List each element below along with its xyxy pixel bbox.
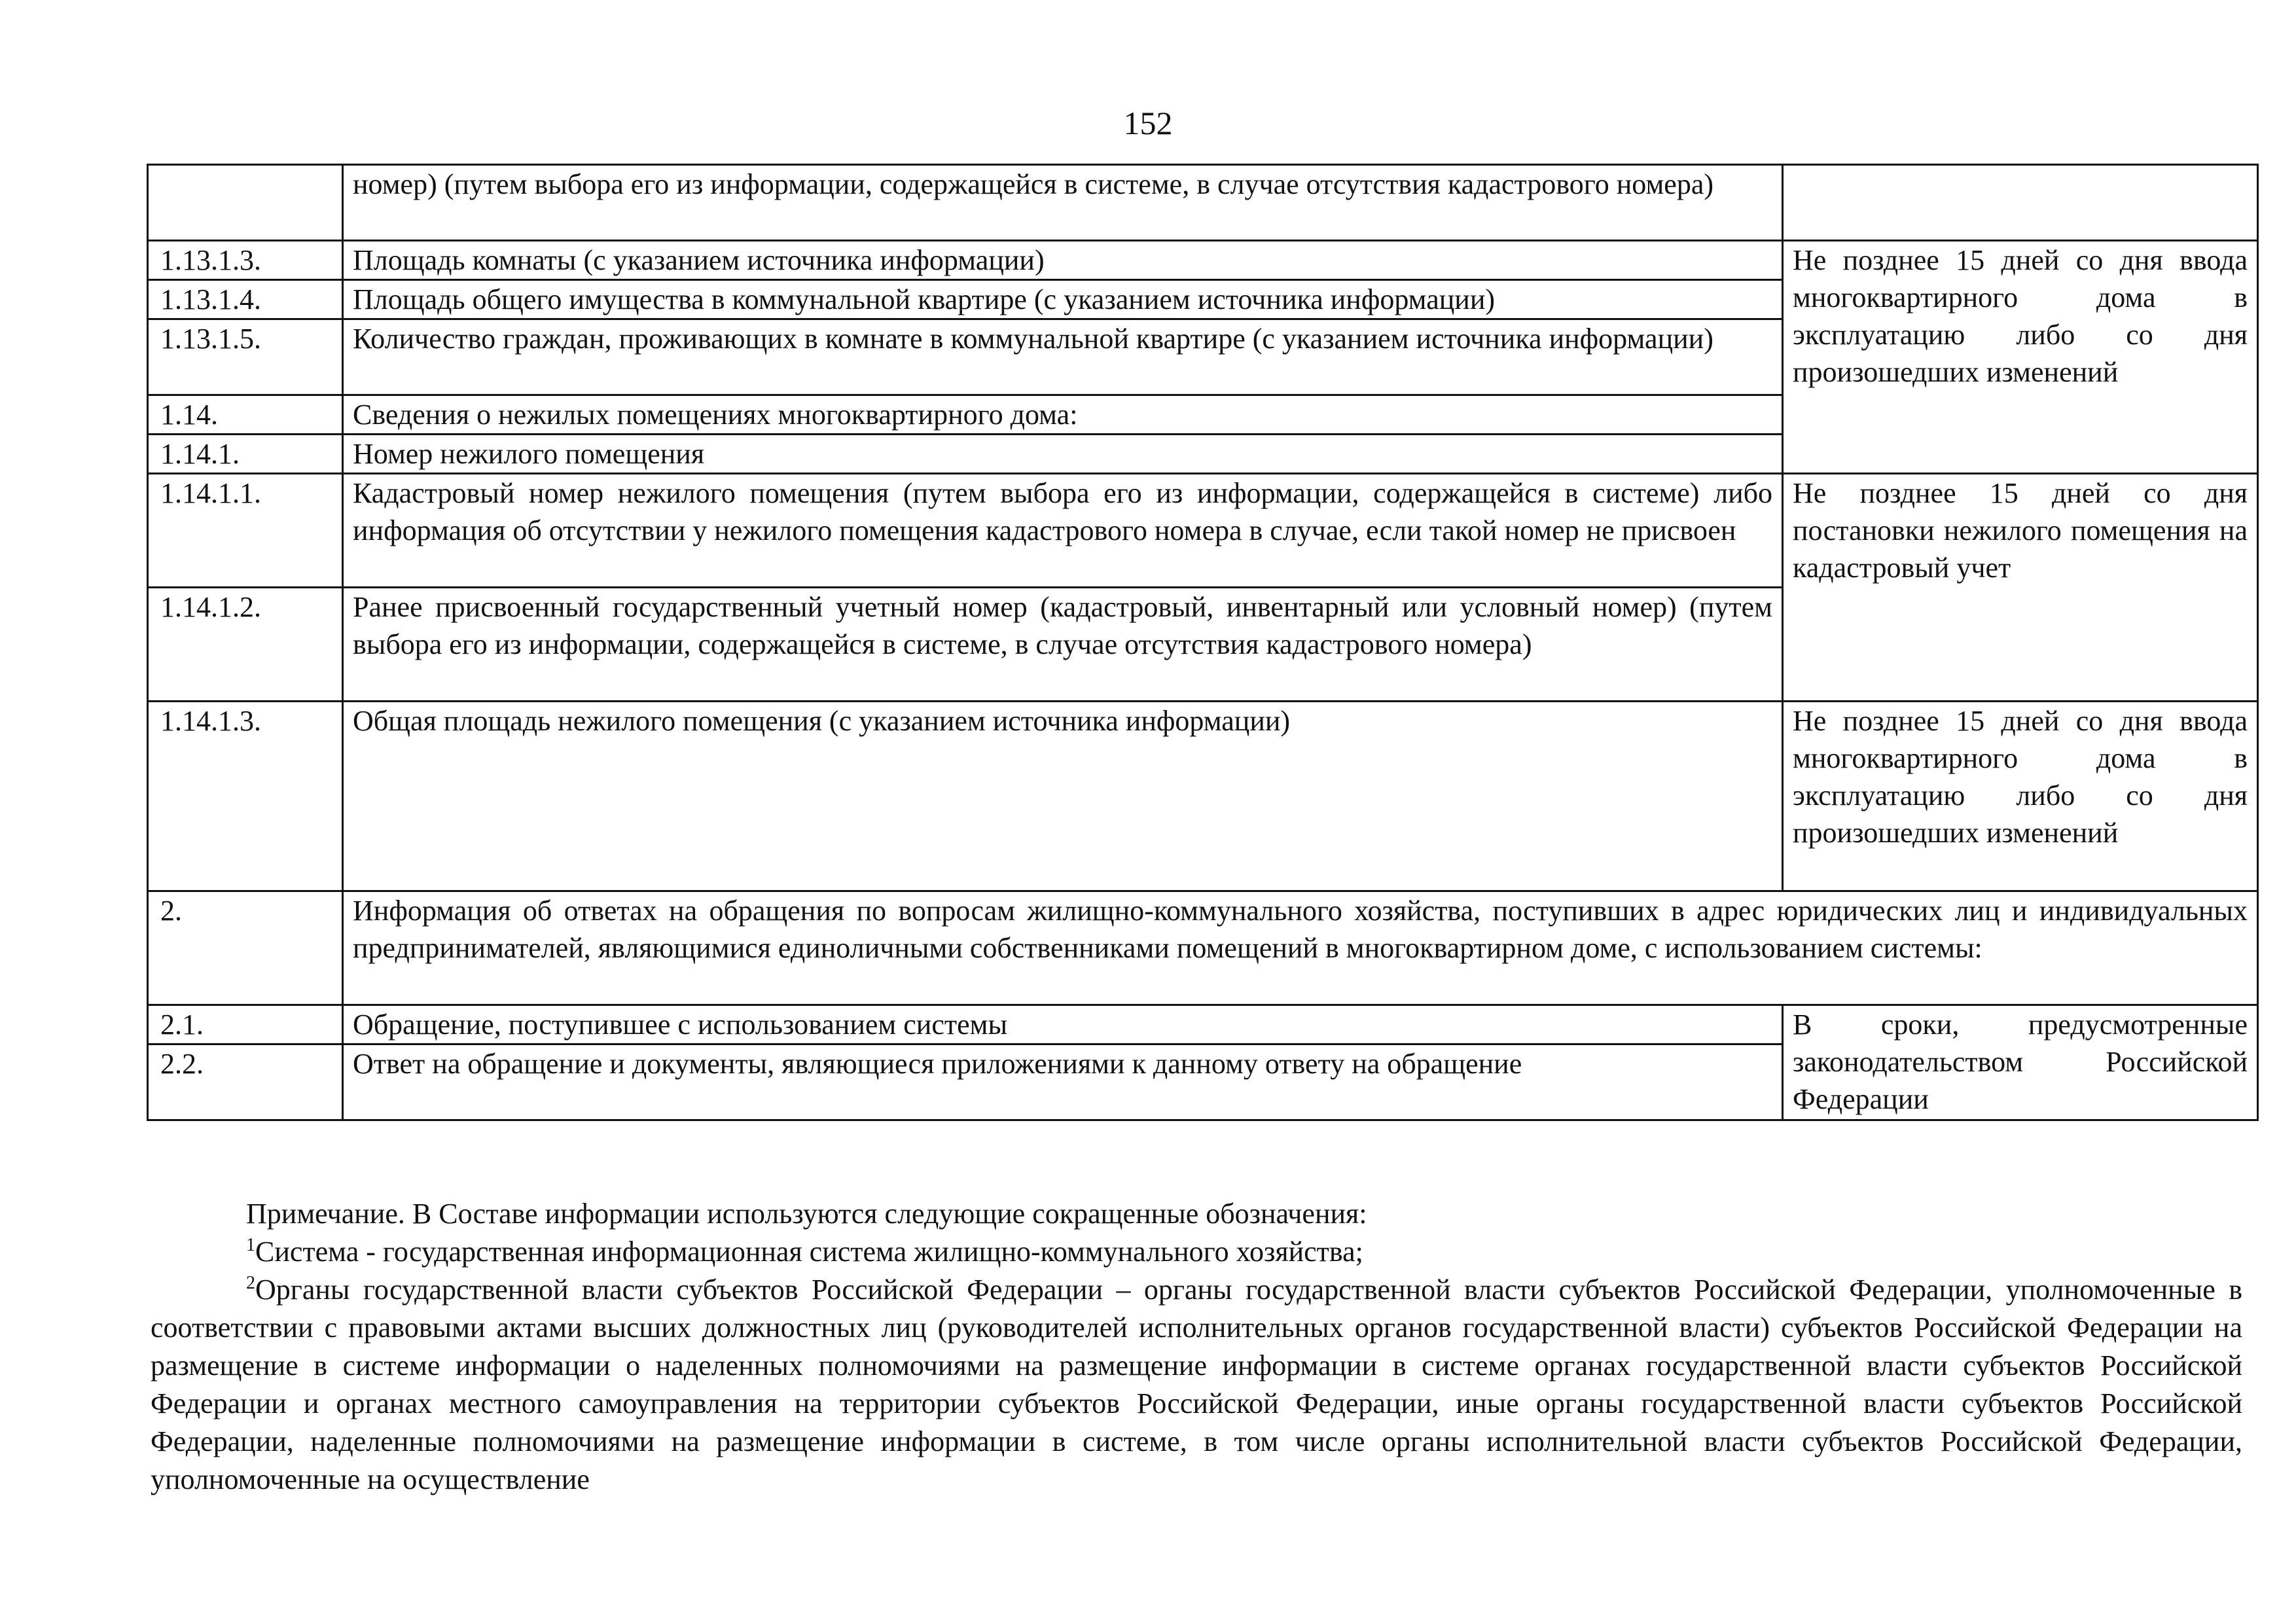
row-description-cell: Номер нежилого помещения	[343, 435, 1783, 474]
footnote-1-text: Система - государственная информационная система жилищно-коммунального хозяйства;	[255, 1236, 1363, 1268]
row-description-cell: Ответ на обращение и документы, являющиеся приложениями к данному ответу на обращение	[343, 1044, 1783, 1120]
row-number-cell: 1.14.1.3.	[148, 702, 343, 891]
row-deadline-cell: Не позднее 15 дней со дня ввода многоквартирного дома в эксплуатацию либо со дня произошедших изменений	[1783, 702, 2258, 891]
row-number-cell: 1.13.1.4.	[148, 280, 343, 319]
row-number-cell: 1.14.	[148, 395, 343, 435]
row-number-cell: 1.14.1.1.	[148, 474, 343, 588]
note-section	[151, 1195, 2242, 1499]
row-description-cell: номер) (путем выбора его из информации, содержащейся в системе, в случае отсутствия кадастрового номера)	[343, 165, 1783, 241]
row-number-cell: 2.	[148, 891, 343, 1005]
table-row	[148, 241, 2258, 280]
row-deadline-cell: Не позднее 15 дней со дня постановки нежилого помещения на кадастровый учет	[1783, 474, 2258, 702]
row-description-cell: Кадастровый номер нежилого помещения (путем выбора его из информации, содержащейся в системе) либо информация об отсутствии у нежилого помещения кадастрового номера в случае, если такой номер не присвоен	[343, 474, 1783, 588]
table-row	[148, 891, 2258, 1005]
row-description-cell: Площадь общего имущества в коммунальной квартире (с указанием источника информации)	[343, 280, 1783, 319]
footnote-1	[151, 1233, 2242, 1271]
table-row	[148, 1005, 2258, 1044]
page-number: 152	[1123, 105, 1173, 141]
row-description-cell: Обращение, поступившее с использованием системы	[343, 1005, 1783, 1044]
row-number-cell: 2.2.	[148, 1044, 343, 1120]
table-row	[148, 702, 2258, 891]
row-deadline-cell: Не позднее 15 дней со дня ввода многоквартирного дома в эксплуатацию либо со дня произошедших изменений	[1783, 241, 2258, 474]
row-description-cell: Общая площадь нежилого помещения (с указанием источника информации)	[343, 702, 1783, 891]
row-number-cell: 1.13.1.5.	[148, 319, 343, 395]
footnote-1-mark: 1	[246, 1235, 255, 1255]
row-deadline-cell: В сроки, предусмотренные законодательством Российской Федерации	[1783, 1005, 2258, 1120]
row-number-cell: 1.13.1.3.	[148, 241, 343, 280]
row-description-cell: Информация об ответах на обращения по вопросам жилищно-коммунального хозяйства, поступивших в адрес юридических лиц и индивидуальных предпринимателей, являющимися единоличными собственниками помещений в многоквартирном доме, с использованием системы:	[343, 891, 2258, 1005]
row-deadline-cell	[1783, 165, 2258, 241]
row-number-cell: 1.14.1.2.	[148, 588, 343, 702]
row-description-cell: Количество граждан, проживающих в комнате в коммунальной квартире (с указанием источника информации)	[343, 319, 1783, 395]
row-number-cell: 2.1.	[148, 1005, 343, 1044]
row-number-cell: 1.14.1.	[148, 435, 343, 474]
row-number-cell	[148, 165, 343, 241]
footnote-2	[151, 1271, 2242, 1499]
table-row	[148, 165, 2258, 241]
row-description-cell: Площадь комнаты (с указанием источника информации)	[343, 241, 1783, 280]
footnote-2-mark: 2	[246, 1273, 255, 1293]
note-intro: Примечание. В Составе информации используются следующие сокращенные обозначения:	[246, 1198, 1367, 1230]
row-description-cell: Ранее присвоенный государственный учетный номер (кадастровый, инвентарный или условный номер) (путем выбора его из информации, содержащейся в системе, в случае отсутствия кадастрового номера)	[343, 588, 1783, 702]
requirements-table	[147, 164, 2259, 1121]
footnote-2-text: Органы государственной власти субъектов Российской Федерации – органы государственной власти субъектов Российской Федерации, уполномоченные в соответствии с правовыми актами высших должностных лиц (руководителей исполнительных органов государственной власти) субъектов Российской Федерации на размещение в системе информации о наделенных полномочиями на размещение информации в системе органах государственной власти субъектов Российской Федерации и органах местного самоуправления на территории субъектов Российской Федерации, иные органы государственной власти субъектов Российской Федерации, наделенные полномочиями на размещение информации в системе, в том числе органы исполнительной власти субъектов Российской Федерации, уполномоченные на осуществление	[151, 1274, 2242, 1495]
table-row	[148, 474, 2258, 588]
row-description-cell: Сведения о нежилых помещениях многоквартирного дома:	[343, 395, 1783, 435]
